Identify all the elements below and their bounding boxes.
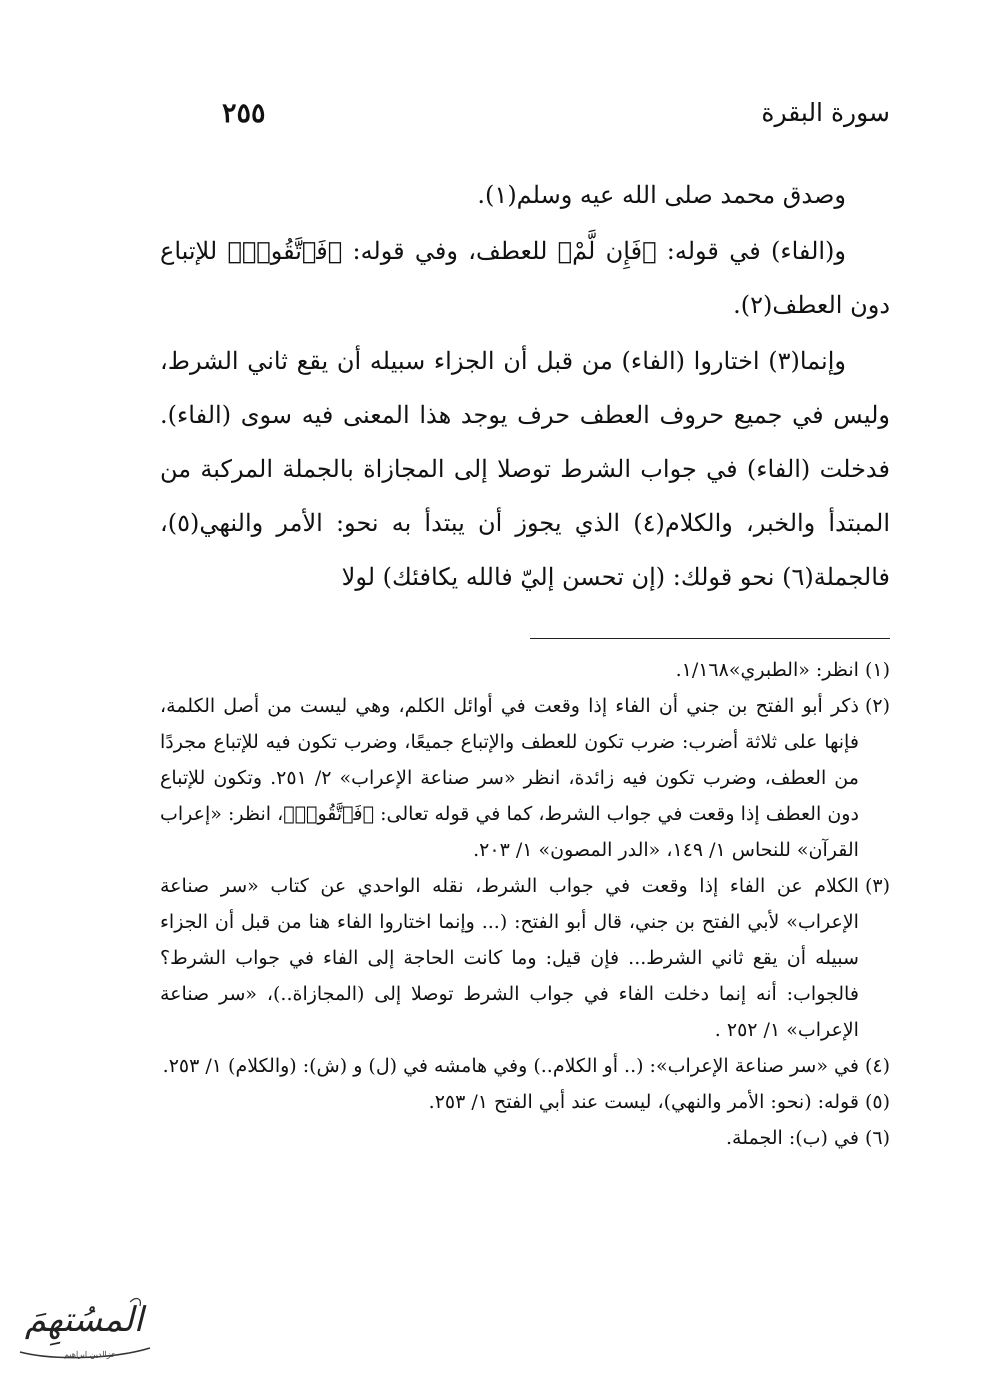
footnote-number: (٣) xyxy=(864,875,890,897)
stamp-logo-subtext: عزالدين ابراهيم xyxy=(64,1350,116,1359)
stamp-logo-text: المسُتهِمَ xyxy=(24,1300,144,1340)
main-text xyxy=(160,168,890,604)
paragraph: و(الفاء) في قوله: ﴿فَإِن لَّمْ﴾ للعطف، وفي قوله: ﴿فَٱتَّقُوا۟﴾ للإتباع دون العطف(٢). xyxy=(160,237,890,319)
paragraph: وصدق محمد صلى الله عيه وسلم(١). xyxy=(477,181,846,209)
footnote-number: (٦) xyxy=(864,1127,890,1149)
footnote-number: (٥) xyxy=(864,1091,890,1113)
publisher-stamp-logo xyxy=(10,1290,160,1370)
footnote-number: (٤) xyxy=(864,1055,890,1077)
footnote-text: في «سر صناعة الإعراب»: (.. أو الكلام..) وفي هامشه في (ل) و (ش): (والكلام) ١/ ٢٥٣. xyxy=(162,1055,859,1077)
footnote-text: انظر: «الطبري»١/١٦٨. xyxy=(675,659,859,681)
surah-title: سورة البقرة xyxy=(761,98,890,127)
footnote xyxy=(160,1120,890,1156)
footnote-text: قوله: (نحو: الأمر والنهي)، ليست عند أبي الفتح ١/ ٢٥٣. xyxy=(428,1091,859,1113)
footnotes xyxy=(160,652,890,1156)
footnote-text: ذكر أبو الفتح بن جني أن الفاء إذا وقعت في أوائل الكلم، وهي ليست من أصل الكلمة، فإنها على ثلاثة أضرب: ضرب تكون للعطف والإتباع جميعًا، وضرب تكون فيه للإتباع مجردًا من العطف، وضرب تكون فيه زائدة، انظر «سر صناعة الإعراب» ٢/ ٢٥١. وتكون للإتباع دون العطف إذا وقعت في جواب الشرط، كما في قوله تعالى: ﴿فَٱتَّقُوا۟﴾، انظر: «إعراب القرآن» للنحاس ١/ ١٤٩، «الدر المصون» ١/ ٢٠٣. xyxy=(160,695,859,861)
footnote-divider xyxy=(530,638,890,639)
footnote-number: (١) xyxy=(864,659,890,681)
footnote-text: في (ب): الجملة. xyxy=(725,1127,859,1149)
footnote xyxy=(160,1084,890,1120)
page-header xyxy=(160,98,890,142)
paragraph: وإنما(٣) اختاروا (الفاء) من قبل أن الجزاء سبيله أن يقع ثاني الشرط، وليس في جميع حروف العطف حرف يوجد هذا المعنى فيه سوى (الفاء). فدخلت (الفاء) في جواب الشرط توصلا إلى المجازاة بالجملة المركبة من المبتدأ والخبر، والكلام(٤) الذي يجوز أن يبتدأ به نحو: الأمر والنهي(٥)، فالجملة(٦) نحو قولك: (إن تحسن إليّ فالله يكافئك) لولا xyxy=(160,347,890,591)
footnote xyxy=(160,652,890,688)
footnote-number: (٢) xyxy=(864,695,890,717)
footnote-text: الكلام عن الفاء إذا وقعت في جواب الشرط، نقله الواحدي عن كتاب «سر صناعة الإعراب» لأبي الفتح بن جني، قال أبو الفتح: (... وإنما اختاروا الفاء هنا من قبل أن الجزاء سبيله أن يقع ثاني الشرط... فإن قيل: وما كانت الحاجة إلى الفاء في جواب الشرط؟ فالجواب: أنه إنما دخلت الفاء في جواب الشرط توصلا إلى (المجازاة..)، «سر صناعة الإعراب» ١/ ٢٥٢ . xyxy=(160,875,859,1041)
footnote xyxy=(160,868,890,1048)
footnote xyxy=(160,688,890,868)
page-number: ٢٥٥ xyxy=(222,98,266,129)
footnote xyxy=(160,1048,890,1084)
